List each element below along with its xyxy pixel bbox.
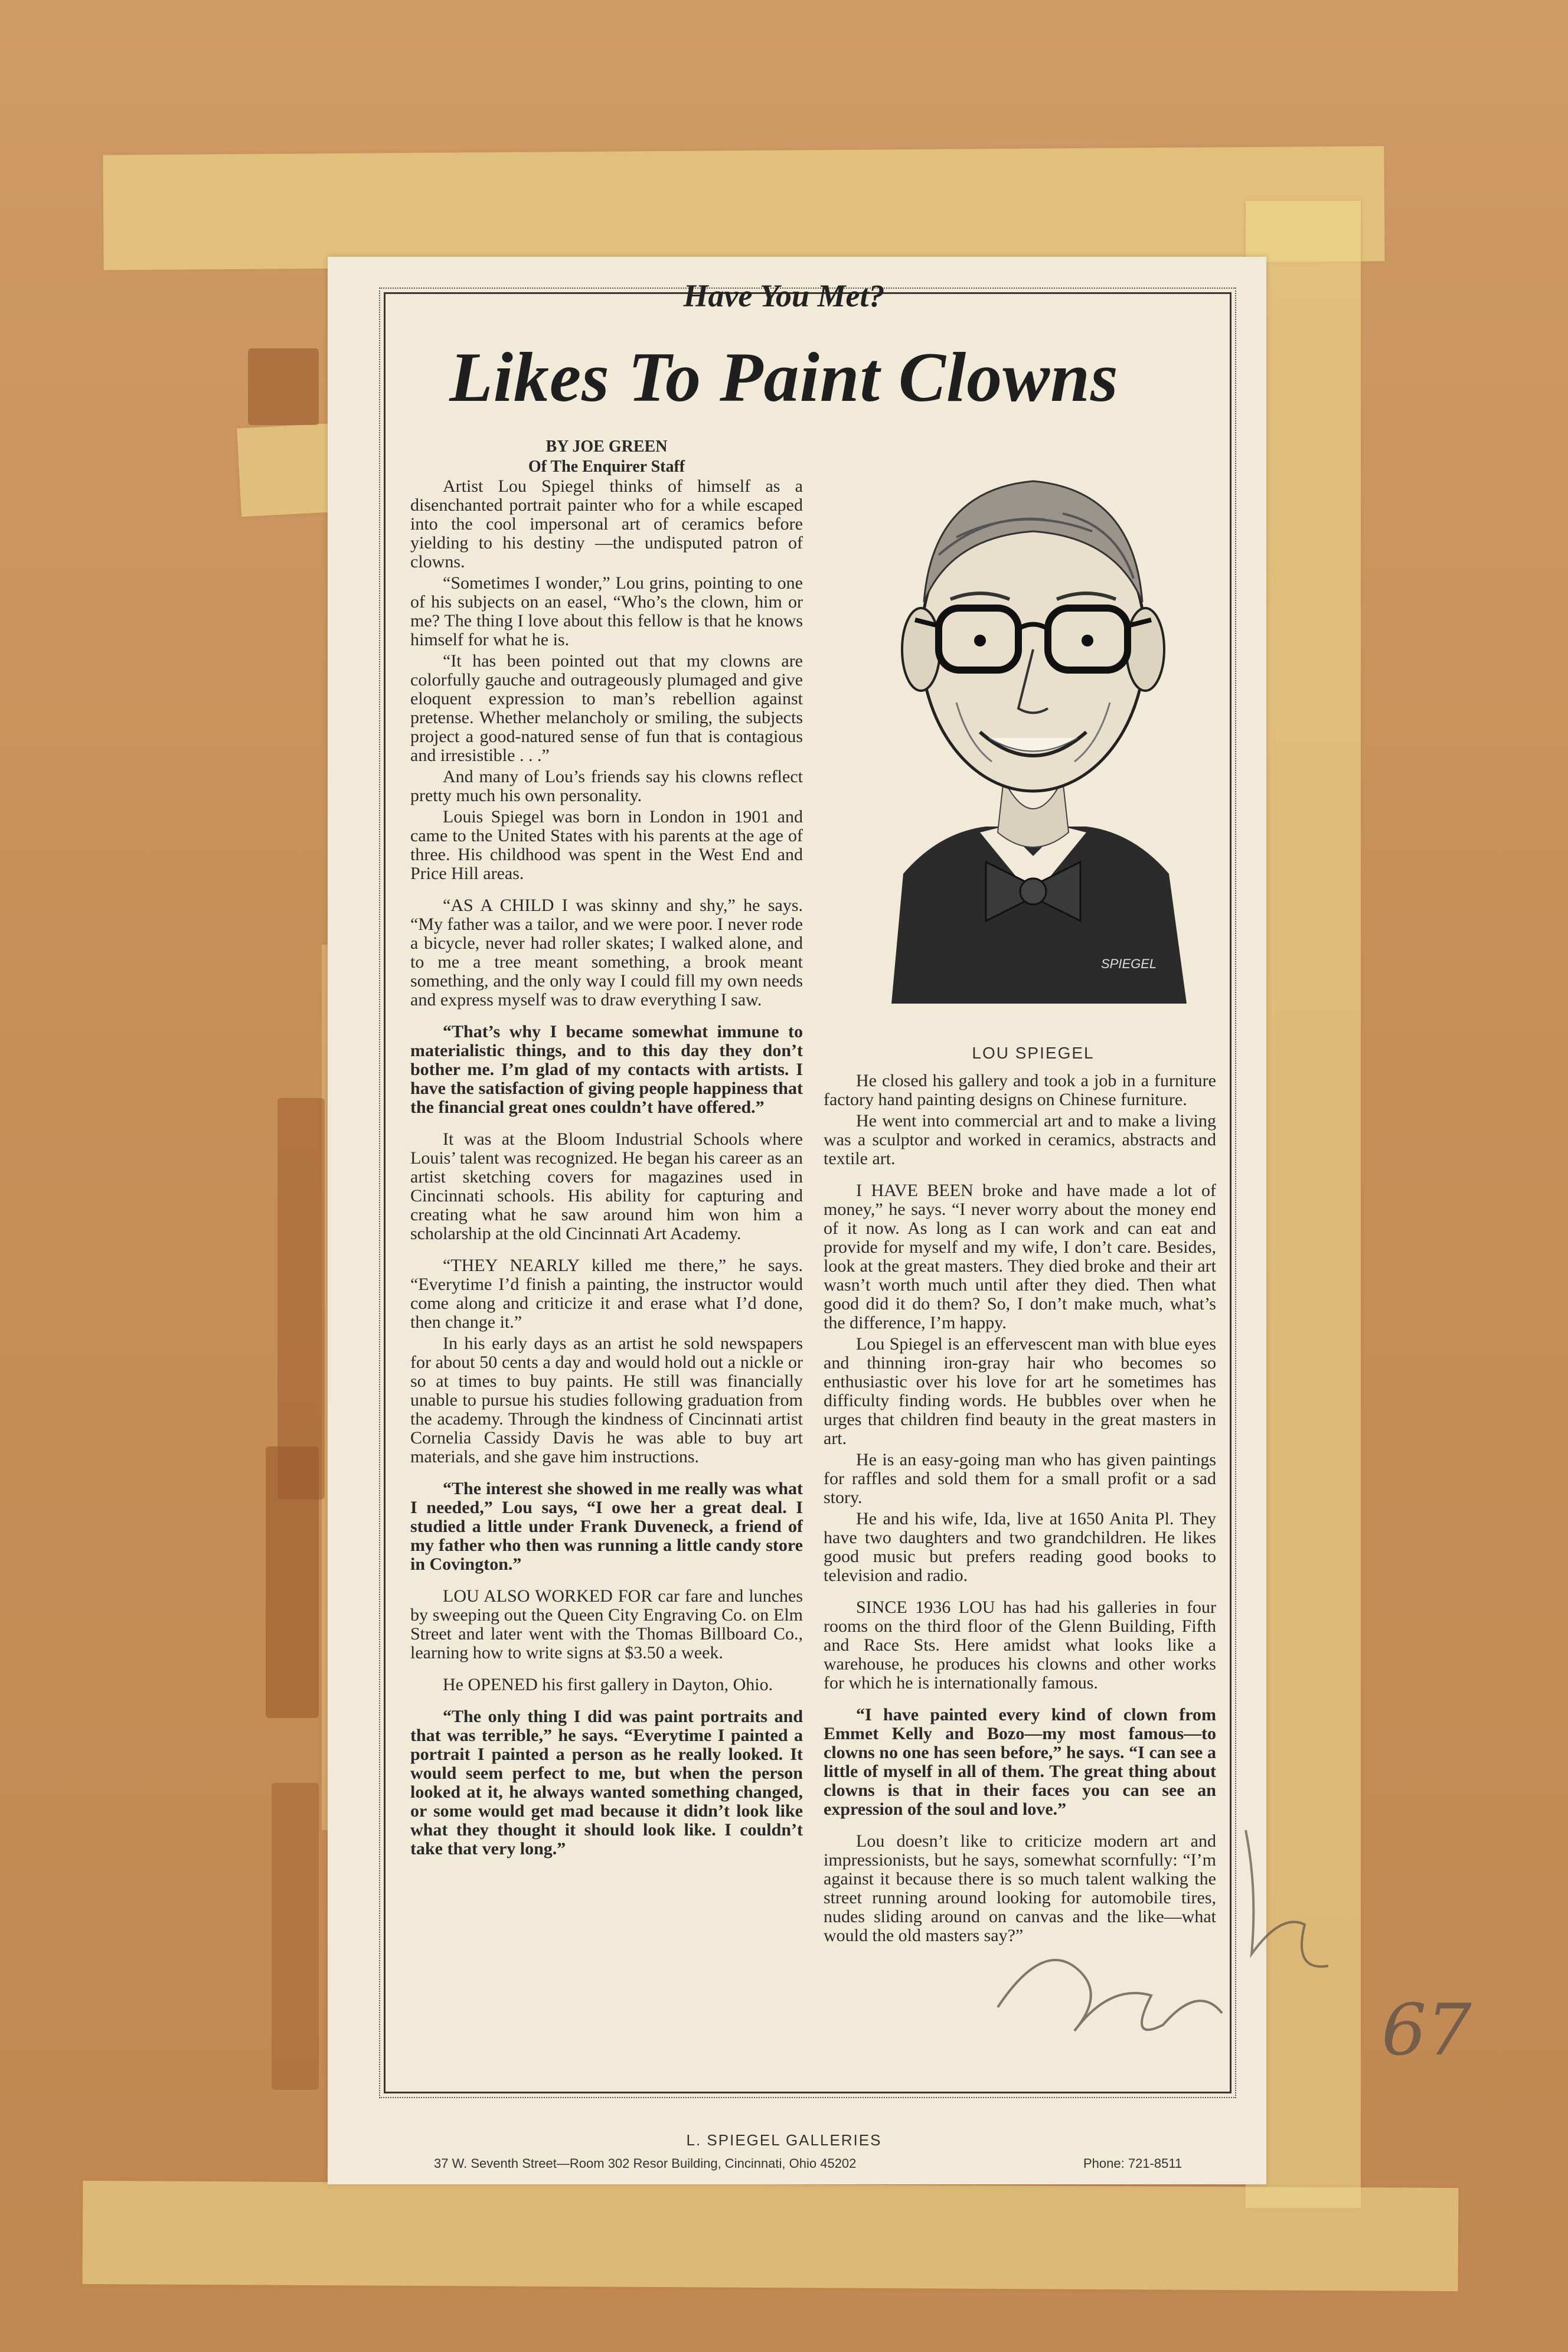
headline: Likes To Paint Clowns	[449, 338, 1119, 416]
kicker: Have You Met?	[683, 278, 885, 313]
stain-left-4	[272, 1783, 319, 2090]
article-column-right	[824, 1072, 1216, 1948]
stain-left-3	[266, 1446, 319, 1718]
article-paragraph: He closed his gallery and took a job in a furniture factory hand painting designs on Chinese furniture.	[824, 1071, 1216, 1109]
staff-credit: Of The Enquirer Staff	[528, 458, 685, 476]
byline: BY JOE GREEN	[545, 437, 668, 456]
portrait-caption: LOU SPIEGEL	[972, 1044, 1095, 1062]
stain-left-2	[277, 1098, 325, 1500]
tape-top	[103, 146, 1384, 270]
article-paragraph: He and his wife, Ida, live at 1650 Anita Pl. They have two daughters and two grandchildren. He likes good music but prefers reading good books to television and radio.	[824, 1509, 1216, 1585]
article-paragraph: LOU ALSO WORKED FOR car fare and lunches by sweeping out the Queen City Engraving Co. on Elm Street and later went with the Thomas Billboard Co., learning how to write signs at $3.50 a week.	[410, 1586, 803, 1662]
gallery-name: L. SPIEGEL GALLERIES	[686, 2131, 882, 2149]
article-paragraph: And many of Lou’s friends say his clowns reflect pretty much his own personality.	[410, 767, 803, 805]
article-paragraph: “The interest she showed in me really was what I needed,” Lou says, “I owe her a great deal. I studied a little under Frank Duveneck, a friend of my father who then was running a little candy store in Covington.”	[410, 1479, 803, 1574]
article-paragraph: “Sometimes I wonder,” Lou grins, pointing to one of his subjects on an easel, “Who’s the clown, him or me? The thing I love about this fellow is that he knows himself for what he is.	[410, 573, 803, 649]
article-paragraph: He is an easy-going man who has given paintings for raffles and sold them for a small profit or a sad story.	[824, 1450, 1216, 1507]
article-paragraph: “It has been pointed out that my clowns are colorfully gauche and outrageously plumaged and give eloquent expression to man’s rebellion against pretense. Whether melancholy or smiling, the subjects project a good-natured sense of fun that is contagious and irresistible . . .”	[410, 651, 803, 765]
article-column-left	[410, 437, 803, 1861]
portrait-illustration	[868, 449, 1198, 1004]
article-paragraph: Louis Spiegel was born in London in 1901 and came to the United States with his parents at the age of three. His childhood was spent in the West End and Price Hill areas.	[410, 807, 803, 883]
article-paragraph: “The only thing I did was paint portraits and that was terrible,” he says. “Everytime I painted a portrait I painted a person as he really looked. It would seem perfect to me, but when the person looked at it, he always wanted something changed, or some would get mad because it didn’t look like what they thought it should look like. I couldn’t take that very long.”	[410, 1707, 803, 1858]
article-paragraph: SINCE 1936 LOU has had his galleries in four rooms on the third floor of the Glenn Building, Fifth and Race Sts. Here amidst what looks like a warehouse, he produces his clowns and other works for which he is internationally famous.	[824, 1598, 1216, 1693]
article-paragraph: It was at the Bloom Industrial Schools where Louis’ talent was recognized. He began his career as an artist sketching covers for magazines used in Cincinnati schools. His ability for capturing and creating what he saw around him won him a scholarship at the old Cincinnati Art Academy.	[410, 1129, 803, 1243]
gallery-address: 37 W. Seventh Street—Room 302 Resor Building, Cincinnati, Ohio 45202	[434, 2156, 857, 2171]
article-paragraph: In his early days as an artist he sold newspapers for about 50 cents a day and would hold out a nickle or so at times to buy paints. He still was financially unable to pursue his studies following graduation from the academy. Through the kindness of Cincinnati artist Cornelia Cassidy Davis he was able to buy art materials, and she gave him instructions.	[410, 1334, 803, 1466]
article-paragraph: Lou doesn’t like to criticize modern art and impressionists, but he says, somewhat scornfully: “I’m against it because there is so much talent walking the street running around looking for automobile tires, nudes sliding around on canvas and the like—what would the old masters say?”	[824, 1831, 1216, 1945]
tape-bottom	[83, 2181, 1459, 2291]
article-paragraph: He went into commercial art and to make a living was a sculptor and worked in ceramics, abstracts and textile art.	[824, 1111, 1216, 1168]
article-paragraph: “That’s why I became somewhat immune to materialistic things, and to this day they don’t bother me. I’m glad of my contacts with artists. I have the satisfaction of giving people happiness that the financial great ones couldn’t have offered.”	[410, 1022, 803, 1117]
pencil-annotation	[974, 1818, 1476, 2125]
left-paragraphs	[410, 477, 803, 1858]
article-paragraph: Lou Spiegel is an effervescent man with blue eyes and thinning iron-gray hair who becomes so enthusiastic over his love for art he sometimes has difficulty finding words. He bubbles over when he urges that children find beauty in the great masters in art.	[824, 1334, 1216, 1448]
article-paragraph: “THEY NEARLY killed me there,” he says. “Everytime I’d finish a painting, the instructor would come along and criticize it and erase what I’d done, then change it.”	[410, 1256, 803, 1332]
handwritten-number: 67	[1381, 1990, 1472, 2072]
article-paragraph: “I have painted every kind of clown from Emmet Kelly and Bozo—my most famous—to clowns no one has seen before,” he says. “I can see a little of myself in all of them. The great thing about clowns is that in their faces you can see an expression of the soul and love.”	[824, 1705, 1216, 1819]
gallery-phone: Phone: 721-8511	[1083, 2156, 1182, 2171]
article-paragraph: He OPENED his first gallery in Dayton, Ohio.	[443, 1675, 773, 1694]
article-paragraph: “AS A CHILD I was skinny and shy,” he says. “My father was a tailor, and we were poor. I never rode a bicycle, never had roller skates; I walked alone, and to me a tree meant something, a brook meant something, and the only way I could fill my own needs and express myself was to draw everything I saw.	[410, 896, 803, 1010]
article-paragraph: Artist Lou Spiegel thinks of himself as a disenchanted portrait painter who for a while escaped into the cool impersonal art of ceramics before yielding to his destiny —the undisputed patron of clowns.	[410, 476, 803, 571]
article-paragraph: I HAVE BEEN broke and have made a lot of money,” he says. “I never worry about the money end of it now. As long as I can work and can eat and provide for myself and my wife, I don’t care. Besides, look at the great masters. They died broke and their art wasn’t worth much until after they died. Then what good did it do them? So, I don’t make much, what’s the difference, I’m happy.	[824, 1181, 1216, 1332]
artist-signature: SPIEGEL	[1101, 956, 1157, 971]
right-paragraphs	[824, 1072, 1216, 1945]
